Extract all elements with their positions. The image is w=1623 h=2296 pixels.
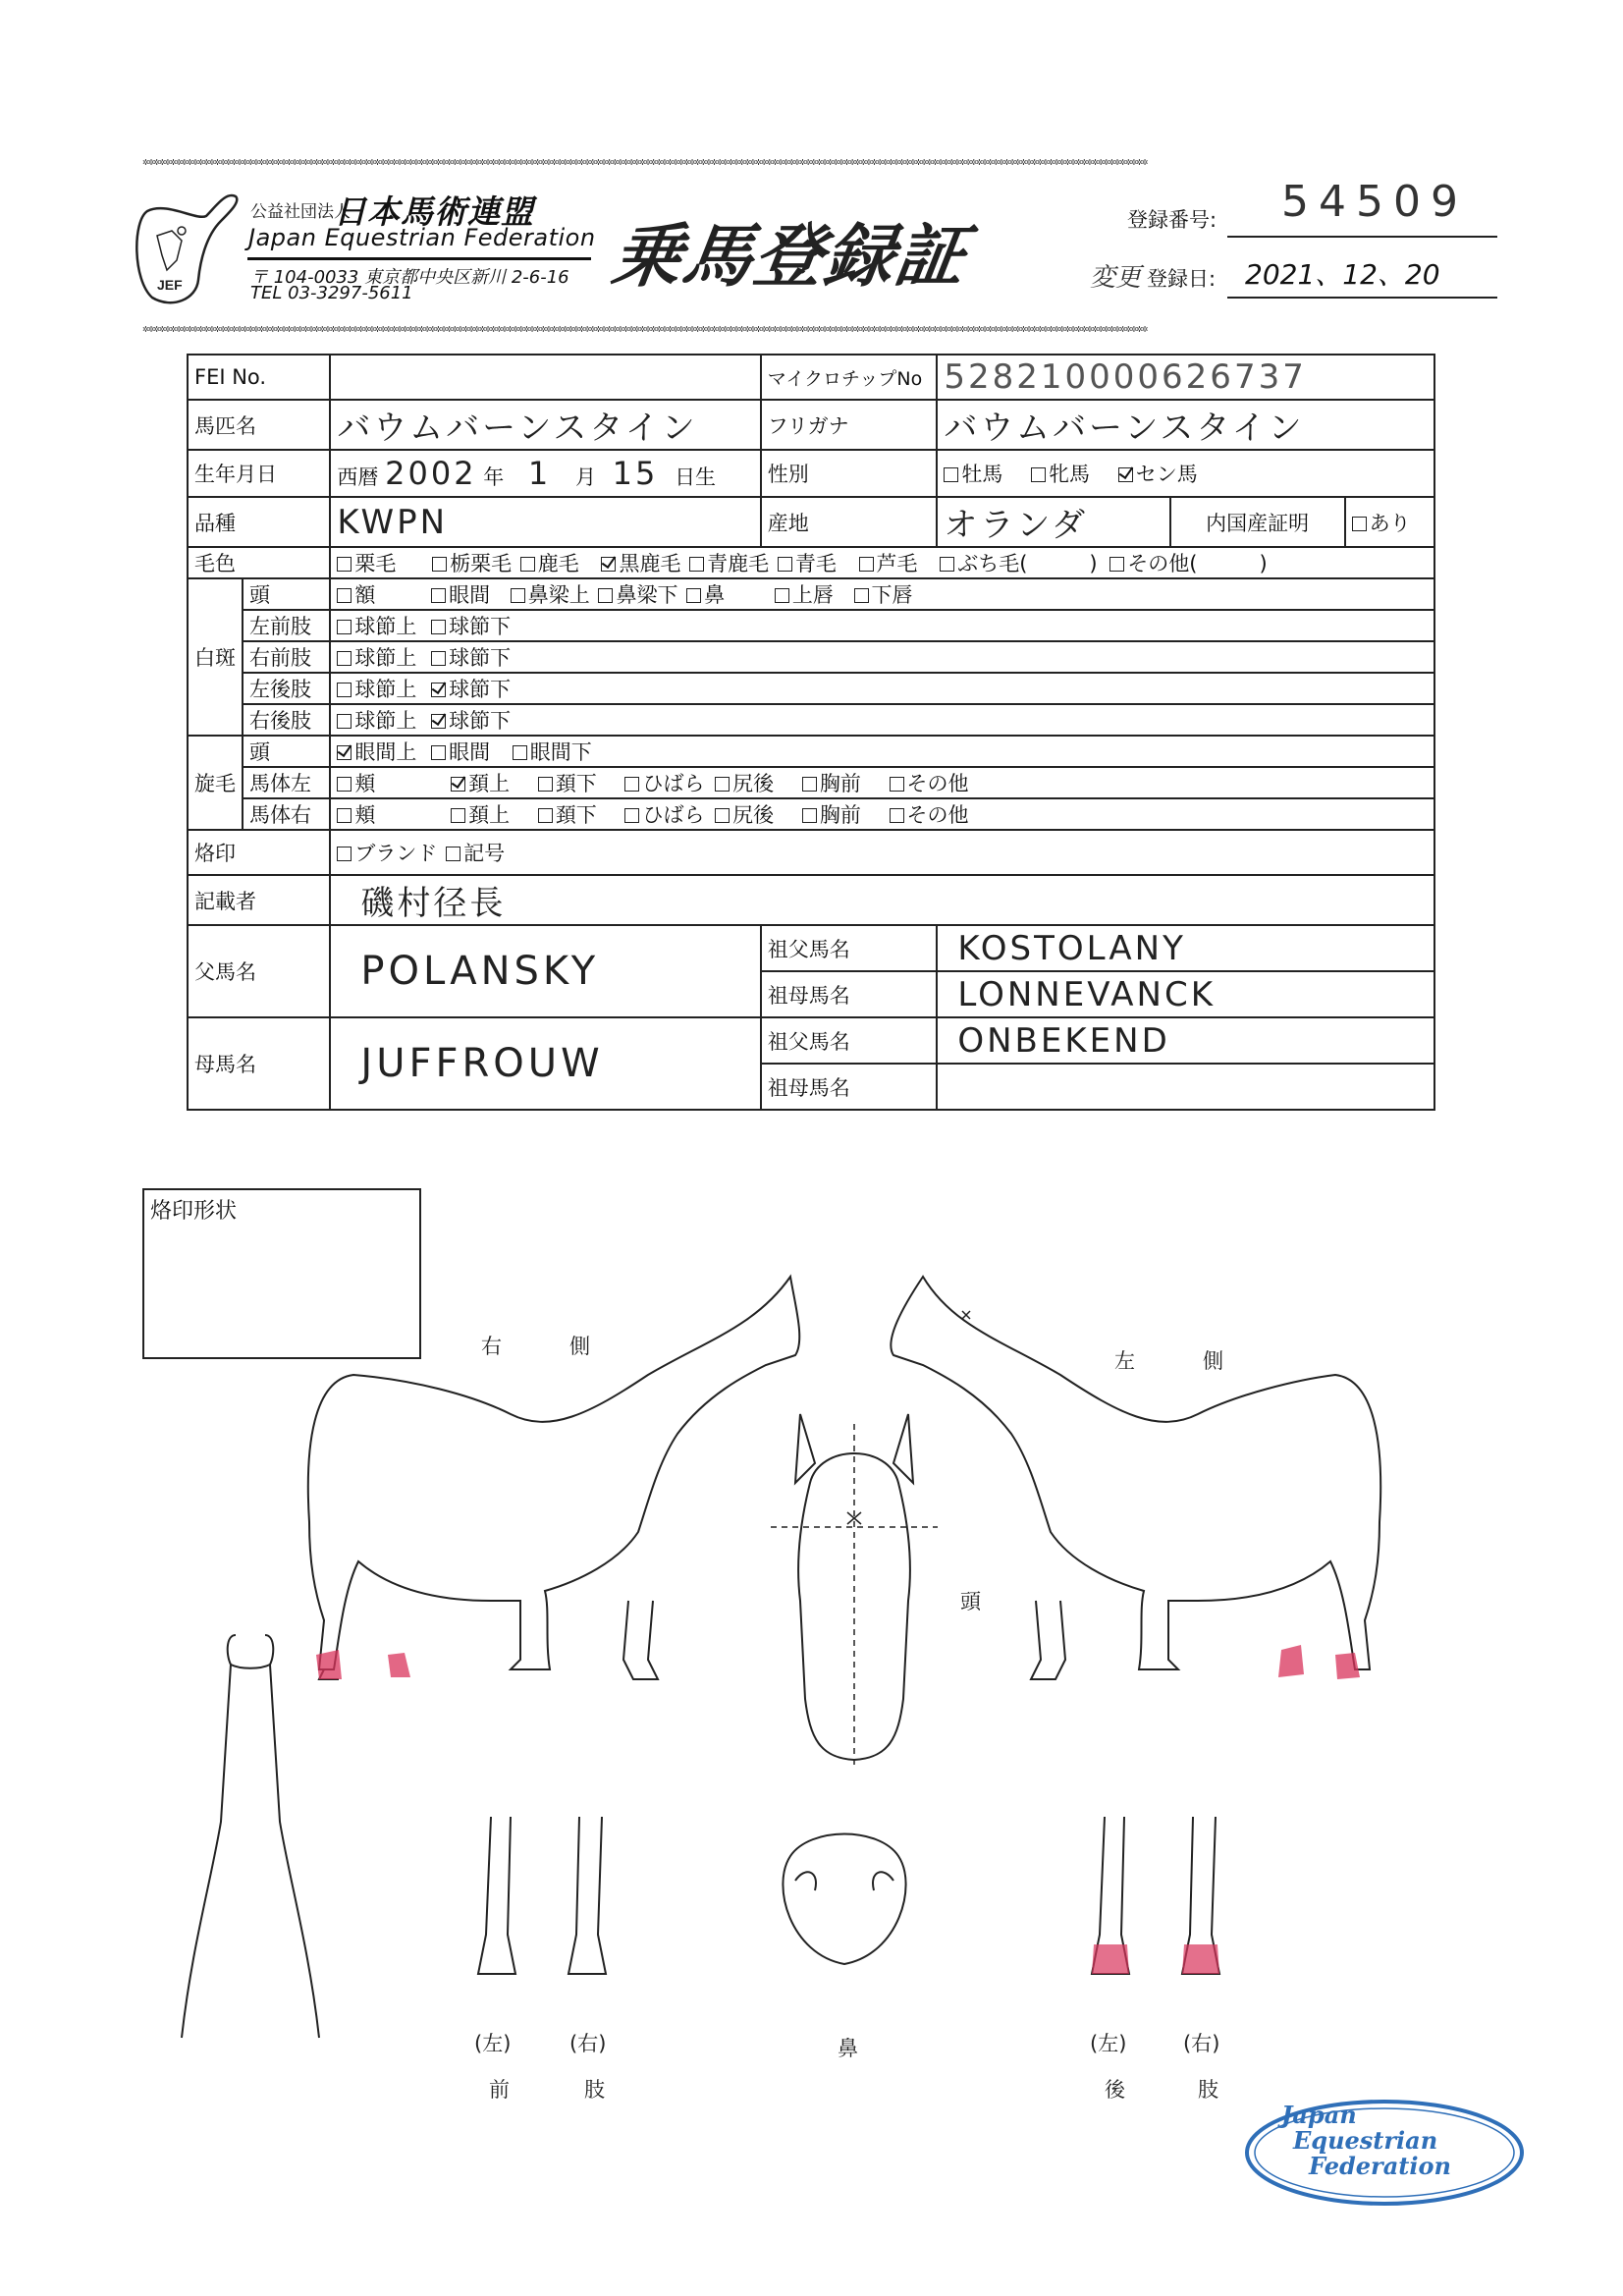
- registration-date-underline: [1227, 297, 1497, 299]
- white-option[interactable]: 球節上: [337, 615, 416, 638]
- white-leg-options: [330, 673, 1434, 704]
- coat-option-selected[interactable]: 黒鹿毛: [601, 552, 680, 575]
- whorl-part-label: 馬体左: [243, 767, 330, 798]
- dam-value[interactable]: JUFFROUW: [330, 1017, 760, 1110]
- white-leg-options: [330, 610, 1434, 641]
- white-leg-options: [330, 641, 1434, 673]
- coat-option[interactable]: その他( ): [1109, 552, 1267, 575]
- birth-day-unit: 日生: [675, 465, 717, 489]
- sire-grandsire-value[interactable]: KOSTOLANY: [937, 925, 1434, 971]
- row-birth-sex: [188, 450, 1434, 497]
- white-option[interactable]: 球節上: [337, 709, 416, 733]
- hind-right-label: (右): [1183, 2032, 1220, 2055]
- seal-line-3: Federation: [1309, 2152, 1451, 2180]
- row-sire-top: [188, 925, 1434, 971]
- white-option[interactable]: 鼻梁上: [511, 583, 590, 607]
- right-side-label-1: 右: [481, 1335, 502, 1358]
- checkbox-icon[interactable]: [1031, 467, 1046, 482]
- checkbox-checked-icon[interactable]: [451, 777, 465, 792]
- whorl-option[interactable]: ひばら: [624, 803, 704, 827]
- whorl-option[interactable]: その他: [890, 772, 969, 795]
- checkbox-icon[interactable]: [802, 777, 817, 792]
- whorl-option[interactable]: ひばら: [624, 772, 704, 795]
- org-tel: TEL 03-3297-5611: [250, 283, 413, 303]
- white-option[interactable]: 球節下: [431, 646, 511, 670]
- coat-option[interactable]: 芦毛: [859, 552, 918, 575]
- whorl-body-left-options: [330, 767, 1434, 798]
- checkbox-icon[interactable]: [775, 588, 789, 603]
- breed-label: 品種: [188, 497, 330, 547]
- row-dam-top: [188, 1017, 1434, 1064]
- checkbox-icon[interactable]: [337, 683, 352, 697]
- coat-option[interactable]: ぶち毛( ): [940, 552, 1097, 575]
- checkbox-icon[interactable]: [538, 808, 553, 823]
- checkbox-icon[interactable]: [337, 714, 352, 729]
- birth-year-unit: 年: [483, 465, 505, 489]
- coat-color-options: [330, 547, 1434, 578]
- checkbox-icon[interactable]: [859, 557, 874, 572]
- whorl-option[interactable]: 頚下: [538, 772, 597, 795]
- checkbox-icon[interactable]: [890, 777, 904, 792]
- white-part-label: 左後肢: [243, 673, 330, 704]
- hind-legs-caption-1: 後: [1105, 2078, 1125, 2102]
- coat-option[interactable]: 栃栗毛: [432, 552, 512, 575]
- row-recorder: [188, 875, 1434, 925]
- checkbox-icon[interactable]: [715, 808, 730, 823]
- birth-date-value[interactable]: [330, 450, 760, 497]
- white-option[interactable]: 額: [337, 583, 375, 607]
- jef-logo: [128, 191, 255, 309]
- checkbox-icon[interactable]: [854, 588, 869, 603]
- checkbox-icon[interactable]: [451, 808, 465, 823]
- white-part-label: 頭: [243, 578, 330, 610]
- birth-month: 1: [527, 455, 552, 492]
- domestic-cert-label: 内国産証明: [1170, 497, 1345, 547]
- dam-granddam-value[interactable]: [937, 1064, 1434, 1110]
- whorl-option[interactable]: 眼間: [431, 740, 490, 764]
- sire-grandsire-label: 祖父馬名: [761, 925, 938, 971]
- brand-shape-label: 烙印形状: [150, 1199, 238, 1224]
- sex-option-stallion[interactable]: 牡馬: [944, 463, 1002, 486]
- checkbox-icon[interactable]: [511, 588, 525, 603]
- whorl-option[interactable]: 尻後: [715, 772, 774, 795]
- checkbox-icon[interactable]: [337, 651, 352, 666]
- whorl-option-selected[interactable]: 頚上: [451, 772, 510, 795]
- checkbox-icon[interactable]: [431, 745, 446, 760]
- checkbox-icon[interactable]: [337, 557, 352, 572]
- checkbox-icon[interactable]: [624, 777, 639, 792]
- horse-name-value[interactable]: バウムバーンスタイン: [330, 400, 760, 450]
- hind-left-label: (左): [1090, 2032, 1127, 2055]
- checkbox-icon[interactable]: [1352, 517, 1367, 531]
- head-front-diagram[interactable]: [771, 1404, 938, 1777]
- checkbox-icon[interactable]: [1109, 557, 1124, 572]
- hind-legs-caption-2: 肢: [1198, 2078, 1218, 2102]
- dam-granddam-label: 祖母馬名: [761, 1064, 938, 1110]
- sex-option-mare[interactable]: 牝馬: [1031, 463, 1090, 486]
- whorl-body-right-options: [330, 798, 1434, 830]
- white-leg-options: [330, 704, 1434, 736]
- registration-number-underline: [1227, 236, 1497, 238]
- seal-line-2: Equestrian: [1293, 2126, 1438, 2155]
- domestic-cert-option[interactable]: あり: [1345, 497, 1434, 547]
- marking-hind-pasterns: [1092, 1944, 1219, 1974]
- registration-number: 54509: [1281, 177, 1468, 227]
- row-horse-name: [188, 400, 1434, 450]
- whorl-option[interactable]: その他: [890, 803, 969, 827]
- white-part-label: 左前肢: [243, 610, 330, 641]
- whorls-label: 旋毛: [188, 736, 243, 830]
- row-white-left-fore: [188, 610, 1434, 641]
- org-address: 〒 104-0033 東京都中央区新川 2-6-16: [250, 267, 569, 288]
- coat-color-label: 毛色: [188, 547, 330, 578]
- white-part-label: 右前肢: [243, 641, 330, 673]
- front-right-label: (右): [569, 2032, 607, 2055]
- checkbox-icon[interactable]: [802, 808, 817, 823]
- checkbox-checked-icon[interactable]: [431, 683, 446, 697]
- sire-granddam-label: 祖母馬名: [761, 971, 938, 1017]
- white-option[interactable]: 鼻: [686, 583, 725, 607]
- breed-value[interactable]: KWPN: [330, 497, 760, 547]
- whorl-option[interactable]: 頬: [337, 772, 375, 795]
- svg-text:JEF: JEF: [157, 277, 183, 293]
- furigana-value[interactable]: バウムバーンスタイン: [937, 400, 1434, 450]
- whorl-option[interactable]: 眼間下: [513, 740, 592, 764]
- nose-diagram[interactable]: [771, 1827, 918, 1974]
- white-head-options: [330, 578, 1434, 610]
- org-name-en: Japan Equestrian Federation: [248, 224, 596, 251]
- white-option[interactable]: 鼻梁下: [598, 583, 677, 607]
- checkbox-icon[interactable]: [624, 808, 639, 823]
- whorl-option[interactable]: 胸前: [802, 772, 861, 795]
- checkbox-icon[interactable]: [715, 777, 730, 792]
- checkbox-icon[interactable]: [431, 588, 446, 603]
- whorl-option[interactable]: 頬: [337, 803, 375, 827]
- brand-options: [330, 830, 1434, 875]
- org-divider: [247, 257, 591, 260]
- row-coat-color: [188, 547, 1434, 578]
- white-option[interactable]: 球節上: [337, 646, 416, 670]
- checkbox-icon[interactable]: [337, 620, 352, 634]
- dam-grandsire-label: 祖父馬名: [761, 1017, 938, 1064]
- row-white-head: [188, 578, 1434, 610]
- whorl-head-options: [330, 736, 1434, 767]
- white-option[interactable]: 眼間: [431, 583, 490, 607]
- left-side-label-1: 左: [1114, 1349, 1135, 1373]
- checkbox-checked-icon[interactable]: [1118, 467, 1133, 482]
- row-fei-microchip: [188, 355, 1434, 400]
- row-white-left-hind: [188, 673, 1434, 704]
- front-legs-caption-1: 前: [489, 2078, 510, 2102]
- sex-option-gelding[interactable]: セン馬: [1118, 463, 1198, 486]
- checkbox-icon[interactable]: [446, 847, 460, 861]
- org-name-jp: 日本馬術連盟: [334, 192, 534, 231]
- checkbox-icon[interactable]: [337, 777, 352, 792]
- registration-form-table: [187, 354, 1435, 1111]
- white-option-selected[interactable]: 球節下: [431, 678, 511, 701]
- checkbox-icon[interactable]: [431, 651, 446, 666]
- top-decorative-rule: ✲✲✲✲✲✲✲✲✲✲✲✲✲✲✲✲✲✲✲✲✲✲✲✲✲✲✲✲✲✲✲✲✲✲✲✲✲✲✲✲✲✲✲✲✲✲✲✲✲✲✲✲✲✲✲✲✲✲✲✲✲✲✲✲✲✲✲✲✲✲✲✲✲✲✲✲✲✲✲✲✲✲✲✲✲✲✲✲✲✲✲✲✲✲✲✲✲✲✲✲✲✲✲✲✲✲✲✲✲✲✲✲✲✲✲✲✲✲✲✲✲✲✲✲✲✲✲✲✲✲✲✲✲✲✲✲✲✲✲✲✲✲✲✲✲✲✲✲✲✲✲✲✲✲✲✲✲✲✲✲✲✲✲✲✲✲✲✲✲✲✲✲✲✲✲✲✲✲✲✲✲✲: [142, 157, 1148, 167]
- checkbox-checked-icon[interactable]: [601, 557, 616, 572]
- checkbox-icon[interactable]: [520, 557, 535, 572]
- whorl-mark: [962, 1311, 970, 1319]
- coat-option[interactable]: 青鹿毛: [689, 552, 769, 575]
- birth-day: 15: [612, 455, 659, 492]
- row-whorl-body-right: [188, 798, 1434, 830]
- checkbox-icon[interactable]: [432, 557, 447, 572]
- birth-month-unit: 月: [574, 465, 596, 489]
- brand-label: 烙印: [188, 830, 330, 875]
- front-left-label: (左): [474, 2032, 512, 2055]
- jef-seal-stamp: [1242, 2097, 1527, 2210]
- birth-era: 西暦: [337, 465, 379, 489]
- white-option[interactable]: 球節上: [337, 678, 416, 701]
- row-white-right-hind: [188, 704, 1434, 736]
- sire-value[interactable]: POLANSKY: [330, 925, 760, 1017]
- whorl-option[interactable]: 胸前: [802, 803, 861, 827]
- sire-label: 父馬名: [188, 925, 330, 1017]
- white-option-selected[interactable]: 球節下: [431, 709, 511, 733]
- checkbox-icon[interactable]: [689, 557, 704, 572]
- registration-date-label: 登録日:: [1147, 267, 1217, 291]
- hind-legs-diagram[interactable]: [1080, 1807, 1247, 2003]
- fei-no-label: FEI No.: [188, 355, 330, 400]
- right-side-label-2: 側: [569, 1335, 590, 1358]
- checkbox-icon[interactable]: [513, 745, 527, 760]
- checkbox-icon[interactable]: [431, 620, 446, 634]
- sire-granddam-value[interactable]: LONNEVANCK: [937, 971, 1434, 1017]
- registration-date: 2021、12、20: [1245, 258, 1440, 291]
- dam-label: 母馬名: [188, 1017, 330, 1110]
- rear-view-diagram[interactable]: [172, 1625, 329, 2048]
- org-prefix: 公益社団法人: [250, 202, 351, 222]
- horse-name-label: 馬匹名: [188, 400, 330, 450]
- dam-grandsire-value[interactable]: ONBEKEND: [937, 1017, 1434, 1064]
- checkbox-icon[interactable]: [598, 588, 613, 603]
- row-white-right-fore: [188, 641, 1434, 673]
- checkbox-icon[interactable]: [337, 847, 352, 861]
- checkbox-icon[interactable]: [538, 777, 553, 792]
- brand-option[interactable]: 記号: [446, 842, 505, 865]
- brand-option[interactable]: ブランド: [337, 842, 437, 865]
- white-markings-label: 白斑: [188, 578, 243, 736]
- row-brand: [188, 830, 1434, 875]
- checkbox-icon[interactable]: [890, 808, 904, 823]
- whorl-option[interactable]: 頚下: [538, 803, 597, 827]
- change-note: 変更: [1090, 263, 1142, 293]
- document-title: 乗馬登録証: [607, 216, 972, 297]
- furigana-label: フリガナ: [761, 400, 938, 450]
- fei-no-value[interactable]: [330, 355, 760, 400]
- row-whorl-head: [188, 736, 1434, 767]
- row-breed-origin: [188, 497, 1434, 547]
- recorder-label: 記載者: [188, 875, 330, 925]
- white-option[interactable]: 下唇: [854, 583, 913, 607]
- nose-label: 鼻: [838, 2037, 858, 2060]
- registration-number-label: 登録番号:: [1127, 208, 1217, 232]
- coat-option[interactable]: 栗毛: [337, 552, 396, 575]
- microchip-label: マイクロチップNo: [761, 355, 938, 400]
- whorl-part-label: 頭: [243, 736, 330, 767]
- head-label: 頭: [960, 1590, 981, 1613]
- whorl-option[interactable]: 尻後: [715, 803, 774, 827]
- whorl-option[interactable]: 頚上: [451, 803, 510, 827]
- sex-options: [937, 450, 1434, 497]
- marking-hind-legs: [316, 1650, 410, 1679]
- checkbox-icon[interactable]: [940, 557, 954, 572]
- white-part-label: 右後肢: [243, 704, 330, 736]
- seal-line-1: Japan: [1281, 2101, 1357, 2129]
- row-whorl-body-left: [188, 767, 1434, 798]
- coat-option[interactable]: 青毛: [778, 552, 837, 575]
- checkbox-icon[interactable]: [778, 557, 792, 572]
- recorder-value[interactable]: 磯村径長: [330, 875, 1434, 925]
- sex-label: 性別: [761, 450, 938, 497]
- whorl-option-selected[interactable]: 眼間上: [337, 740, 416, 764]
- white-option[interactable]: 球節下: [431, 615, 511, 638]
- marking-hind-legs: [1278, 1645, 1360, 1679]
- checkbox-icon[interactable]: [944, 467, 958, 482]
- bottom-decorative-rule: ✲✲✲✲✲✲✲✲✲✲✲✲✲✲✲✲✲✲✲✲✲✲✲✲✲✲✲✲✲✲✲✲✲✲✲✲✲✲✲✲✲✲✲✲✲✲✲✲✲✲✲✲✲✲✲✲✲✲✲✲✲✲✲✲✲✲✲✲✲✲✲✲✲✲✲✲✲✲✲✲✲✲✲✲✲✲✲✲✲✲✲✲✲✲✲✲✲✲✲✲✲✲✲✲✲✲✲✲✲✲✲✲✲✲✲✲✲✲✲✲✲✲✲✲✲✲✲✲✲✲✲✲✲✲✲✲✲✲✲✲✲✲✲✲✲✲✲✲✲✲✲✲✲✲✲✲✲✲✲✲✲✲✲✲✲✲✲✲✲✲✲✲✲✲✲✲✲✲✲✲✲✲: [142, 324, 1148, 334]
- white-option[interactable]: 上唇: [775, 583, 834, 607]
- coat-option[interactable]: 鹿毛: [520, 552, 579, 575]
- birth-date-label: 生年月日: [188, 450, 330, 497]
- checkbox-icon[interactable]: [337, 588, 352, 603]
- origin-label: 産地: [761, 497, 938, 547]
- left-side-label-2: 側: [1203, 1349, 1223, 1373]
- checkbox-checked-icon[interactable]: [337, 745, 352, 760]
- checkbox-checked-icon[interactable]: [431, 714, 446, 729]
- origin-value[interactable]: オランダ: [937, 497, 1169, 547]
- birth-year: 2002: [385, 455, 477, 492]
- whorl-part-label: 馬体右: [243, 798, 330, 830]
- microchip-value[interactable]: 528210000626737: [937, 355, 1434, 400]
- saddle-logo-icon: [128, 191, 255, 309]
- front-legs-caption-2: 肢: [584, 2078, 605, 2102]
- checkbox-icon[interactable]: [686, 588, 701, 603]
- checkbox-icon[interactable]: [337, 808, 352, 823]
- front-legs-diagram[interactable]: [466, 1807, 633, 2003]
